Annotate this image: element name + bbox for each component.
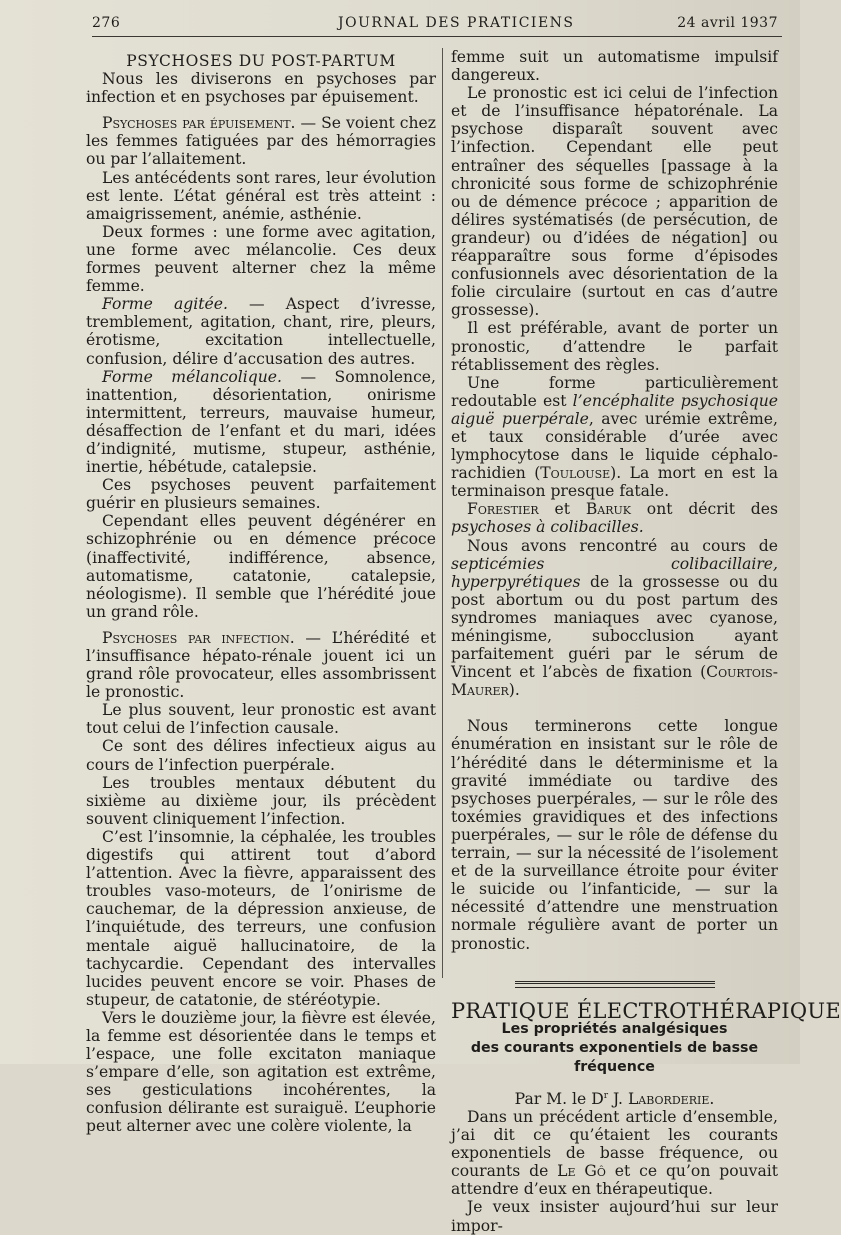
paragraph: Forme mélancolique. — Somnolence, inattention, désorientation, onirisme intermittent, terreurs, mauvaise humeur, désaffection de l’enfant et du mari, idées d’indignité, mutisme, stupeur, asthénie, inertie, hébétude, catalepsie.: [86, 367, 436, 477]
paragraph: femme suit un automatisme impulsif dangereux.: [451, 48, 778, 85]
paragraph: Une forme particulièrement redoutable est l’encéphalite psychosique aiguë puerpérale, avec urémie extrême, et taux considérable d’urée avec lymphocytose dans le liquide céphalo-rachidien (Toulouse). La mort en est la terminaison presque fatale.: [451, 373, 778, 501]
subheading: Forme agitée.: [102, 295, 228, 314]
section-rule: [515, 981, 715, 988]
column-divider: [442, 48, 443, 978]
paragraph: Forestier et Baruk ont décrit des psychoses à colibacilles.: [451, 500, 778, 537]
paragraph: C’est l’insomnie, la céphalée, les troubles digestifs qui attirent tout d’abord l’attention. Avec la fièvre, apparaissent des troubles vaso-moteurs, de l’onirisme de cauchemar, de la dépression anxieuse, de l’inquiétude, des terreurs, une confusion mentale aiguë hallucinatoire, de la tachycardie. Cependant des intervalles lucides peuvent encore se voir. Phases de stupeur, de catatonie, de stéréotypie.: [86, 827, 436, 1009]
paragraph: Ces psychoses peuvent parfaitement guérir en plusieurs semaines.: [86, 476, 436, 513]
paragraph: Ce sont des délires infectieux aigus au cours de l’infection puerpérale.: [86, 737, 436, 774]
paragraph: Les antécédents sont rares, leur évolution est lente. L’état général est très atteint : amaigrissement, anémie, asthénie.: [86, 168, 436, 223]
header-rule: [92, 36, 782, 37]
paragraph: Forme agitée. — Aspect d’ivresse, tremblement, agitation, chant, rire, pleurs, érotisme, excitation intellectuelle, confusion, délire d’accusation des autres.: [86, 295, 437, 368]
paragraph: Nous les diviserons en psychoses par infection et en psychoses par épuisement.: [86, 70, 436, 107]
paragraph: Le plus souvent, leur pronostic est avant tout celui de l’infection causale.: [86, 701, 436, 738]
subheading: Psychoses par infection.: [102, 628, 295, 647]
left-column: [86, 52, 436, 1136]
paragraph: Psychoses par épuisement. — Se voient chez les femmes fatiguées par des hémorragies ou par l’allaitement.: [86, 114, 436, 169]
article-title: Les propriétés analgésiques des courants exponentiels de basse fréquence: [470, 1020, 759, 1075]
paragraph: Vers le douzième jour, la fièvre est élevée, la femme est désorientée dans le temps et l’espace, une folle excitaton maniaque s’empare d’elle, son agitation est extrême, ses gesticulations incohérentes, la confusion délirante est suraiguë. L’euphorie peut alterner avec une colère violente, la: [86, 1008, 436, 1136]
page-number: 276: [92, 15, 121, 31]
paragraph: Le pronostic est ici celui de l’infection et de l’insuffisance hépatorénale. La psychose disparaît souvent avec l’infection. Cependant elle peut entraîner des séquelles [passage à la chronicité sous forme de schizophrénie ou de démence précoce ; apparition de délires systématisés (de persécution, de grandeur) ou d’idées de négation] ou réapparaître sous forme d’épisodes confusionnels avec désorientation de la folie circulaire (surtout en cas d’autre grossesse).: [451, 84, 778, 320]
paragraph: Nous avons rencontré au cours de septicémies colibacillaire, hyperpyrétiques de la grossesse ou du post abortum ou du post partum des syndromes maniaques avec cyanose, méningisme, subocclusion ayant parfaitement guéri par le sérum de Vincent et l’abcès de fixation (Courtois-Maurer).: [451, 536, 778, 700]
paragraph: Deux formes : une forme avec agitation, une forme avec mélancolie. Ces deux formes peuvent alterner chez la même femme.: [86, 222, 436, 296]
paragraph: Les troubles mentaux débutent du sixième au dixième jour, ils précèdent souvent cliniquement l’infection.: [86, 773, 436, 828]
subheading: Psychoses par épuisement.: [102, 114, 296, 133]
paragraph: Cependant elles peuvent dégénérer en schizophrénie ou en démence précoce (inaffectivité, indifférence, absence, automatisme, catatonie, catalepsie, néologisme). Il semble que l’hérédité joue un grand rôle.: [86, 512, 436, 621]
issue-date: 24 avril 1937: [677, 15, 778, 31]
article-heading: PSYCHOSES DU POST-PARTUM: [126, 52, 396, 70]
paragraph: Il est préférable, avant de porter un pronostic, d’attendre le parfait rétablissement des règles.: [451, 319, 778, 374]
paragraph: Nous terminerons cette longue énumération en insistant sur le rôle de l’hérédité dans le déterminisme et la gravité immédiate ou tardive des psychoses puerpérales, — sur le rôle des toxémies gravidiques et des infections puerpérales, — sur le rôle de défense du terrain, — sur la nécessité de l’isolement et de la surveillance étroite pour éviter le suicide ou l’infanticide, — sur la nécessité d’attendre une menstruation normale régulière avant de porter un pronostic.: [451, 717, 778, 953]
paragraph: Psychoses par infection. — L’hérédité et l’insuffisance hépato-rénale jouent ici un grand rôle provocateur, elles assombrissent le pronostic.: [86, 628, 436, 702]
byline: Par M. le $D^r$ J. Laborderie.: [514, 1089, 715, 1108]
section-title: PRATIQUE ÉLECTROTHÉRAPIQUE: [451, 998, 841, 1023]
paragraph: Dans un précédent article d’ensemble, j’ai dit ce qu’étaient les courants exponentiels de basse fréquence, ou courants de Le Gô et ce qu’on pouvait attendre d’eux en thérapeutique.: [451, 1107, 778, 1199]
journal-title: JOURNAL DES PRATICIENS: [338, 15, 575, 31]
right-column: [451, 48, 841, 1235]
running-header: [92, 12, 782, 34]
subheading: Forme mélancolique.: [102, 367, 282, 386]
paragraph: Je veux insister aujourd’hui sur leur impor-: [451, 1198, 778, 1235]
